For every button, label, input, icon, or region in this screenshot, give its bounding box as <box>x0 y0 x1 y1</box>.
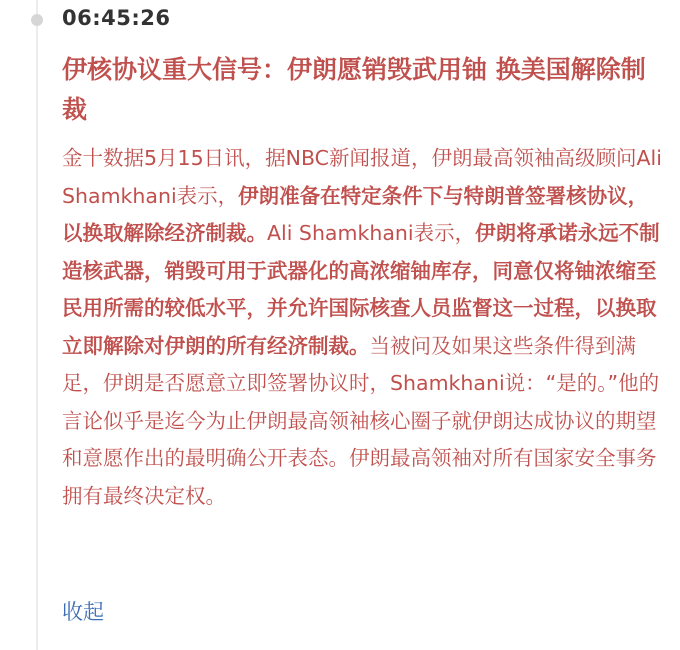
news-body-text: Ali Shamkhani表示， <box>267 221 476 245</box>
news-body <box>62 140 662 515</box>
news-timestamp: 06:45:26 <box>62 6 171 30</box>
news-body-text: 金十数据5月15日讯，据NBC新闻报道，伊朗最高领袖高级顾问Ali Shamkhani表示， <box>62 146 662 208</box>
news-body-text: 当被问及如果这些条件得到满足，伊朗是否愿意立即签署协议时，Shamkhani说：“是的。”他的言论似乎是迄今为止伊朗最高领袖核心圈子就伊朗达成协议的期望和意愿作出的最明确公开表态。伊朗最高领袖对所有国家安全事务拥有最终决定权。 <box>62 333 660 508</box>
collapse-link[interactable]: 收起 <box>62 600 104 624</box>
news-body-highlight: 伊朗准备在特定条件下与特朗普签署核协议，以换取解除经济制裁。 <box>62 183 649 245</box>
news-body-highlight: 伊朗将承诺永远不制造核武器，销毁可用于武器化的高浓缩铀库存，同意仅将铀浓缩至民用所需的较低水平，并允许国际核查人员监督这一过程，以换取立即解除对伊朗的所有经济制裁。 <box>62 221 660 358</box>
timeline-dot <box>31 14 43 26</box>
timeline-line <box>36 0 38 650</box>
news-headline: 伊核协议重大信号：伊朗愿销毁武用铀 换美国解除制裁 <box>62 55 646 124</box>
